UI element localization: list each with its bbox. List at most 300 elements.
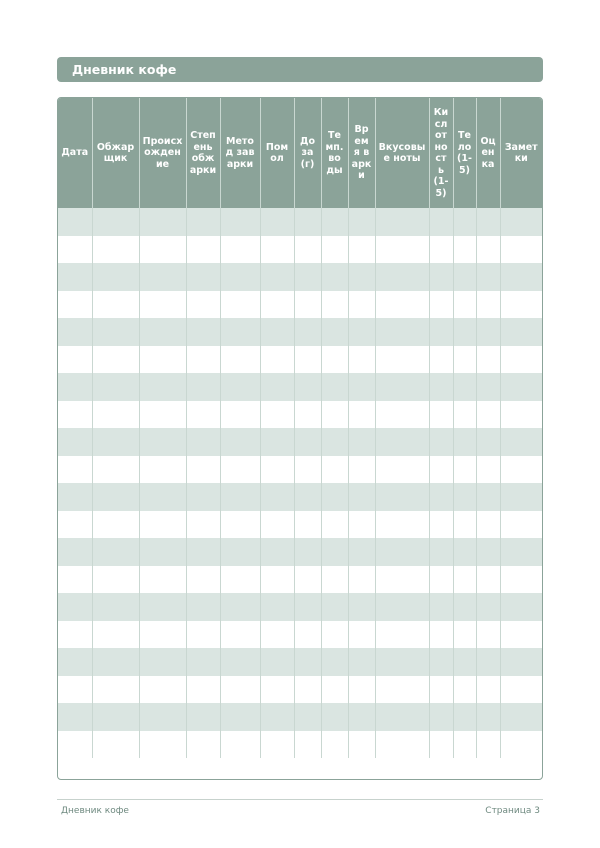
table-cell[interactable] <box>186 291 220 319</box>
table-cell[interactable] <box>453 346 476 374</box>
table-cell[interactable] <box>375 483 429 511</box>
table-cell[interactable] <box>260 648 294 676</box>
table-cell[interactable] <box>375 236 429 264</box>
column-header-brew-method: Метод заварки <box>220 98 260 208</box>
table-cell[interactable] <box>260 373 294 401</box>
table-cell[interactable] <box>186 236 220 264</box>
table-cell[interactable] <box>260 621 294 649</box>
table-cell[interactable] <box>348 236 375 264</box>
table-cell[interactable] <box>429 456 453 484</box>
table-cell[interactable] <box>476 263 500 291</box>
table-cell[interactable] <box>500 731 542 759</box>
table-cell[interactable] <box>375 456 429 484</box>
table-cell[interactable] <box>294 401 321 429</box>
table-cell[interactable] <box>220 263 260 291</box>
table-cell[interactable] <box>220 538 260 566</box>
table-cell[interactable] <box>321 593 348 621</box>
table-cell[interactable] <box>92 346 139 374</box>
table-cell[interactable] <box>375 428 429 456</box>
table-cell[interactable] <box>92 676 139 704</box>
table-cell[interactable] <box>500 566 542 594</box>
table-cell[interactable] <box>321 346 348 374</box>
table-cell[interactable] <box>429 648 453 676</box>
table-cell[interactable] <box>321 456 348 484</box>
table-cell[interactable] <box>500 593 542 621</box>
table-cell[interactable] <box>453 621 476 649</box>
table-cell[interactable] <box>375 676 429 704</box>
table-cell[interactable] <box>348 456 375 484</box>
table-cell[interactable] <box>294 373 321 401</box>
table-cell[interactable] <box>58 373 92 401</box>
table-cell[interactable] <box>429 263 453 291</box>
table-cell[interactable] <box>220 291 260 319</box>
table-cell[interactable] <box>453 456 476 484</box>
table-cell[interactable] <box>429 428 453 456</box>
table-cell[interactable] <box>476 648 500 676</box>
table-row <box>58 318 542 346</box>
table-cell[interactable] <box>453 538 476 566</box>
table-cell[interactable] <box>500 373 542 401</box>
table-cell[interactable] <box>92 401 139 429</box>
table-cell[interactable] <box>294 428 321 456</box>
table-cell[interactable] <box>429 703 453 731</box>
table-cell[interactable] <box>92 703 139 731</box>
table-cell[interactable] <box>348 263 375 291</box>
table-cell[interactable] <box>186 566 220 594</box>
table-cell[interactable] <box>348 566 375 594</box>
table-cell[interactable] <box>500 456 542 484</box>
table-cell[interactable] <box>260 676 294 704</box>
table-cell[interactable] <box>186 703 220 731</box>
table-row <box>58 456 542 484</box>
table-cell[interactable] <box>321 538 348 566</box>
column-header-body: Тело (1-5) <box>453 98 476 208</box>
table-cell[interactable] <box>294 318 321 346</box>
table-cell[interactable] <box>139 208 186 236</box>
table-row <box>58 511 542 539</box>
table-cell[interactable] <box>58 511 92 539</box>
table-cell[interactable] <box>321 731 348 759</box>
table-cell[interactable] <box>186 428 220 456</box>
table-cell[interactable] <box>476 456 500 484</box>
table-cell[interactable] <box>453 428 476 456</box>
table-cell[interactable] <box>500 263 542 291</box>
table-cell[interactable] <box>186 456 220 484</box>
table-cell[interactable] <box>453 291 476 319</box>
table-cell[interactable] <box>92 731 139 759</box>
table-cell[interactable] <box>139 428 186 456</box>
table-cell[interactable] <box>429 208 453 236</box>
table-cell[interactable] <box>294 263 321 291</box>
table-cell[interactable] <box>476 538 500 566</box>
table-cell[interactable] <box>321 483 348 511</box>
table-cell[interactable] <box>429 346 453 374</box>
table-cell[interactable] <box>186 648 220 676</box>
table-cell[interactable] <box>375 291 429 319</box>
table-cell[interactable] <box>220 703 260 731</box>
table-cell[interactable] <box>139 401 186 429</box>
table-cell[interactable] <box>92 428 139 456</box>
coffee-log-table <box>57 97 543 780</box>
table-cell[interactable] <box>375 511 429 539</box>
table-cell[interactable] <box>294 621 321 649</box>
table-cell[interactable] <box>260 731 294 759</box>
table-cell[interactable] <box>453 318 476 346</box>
table-cell[interactable] <box>58 236 92 264</box>
table-cell[interactable] <box>500 538 542 566</box>
table-cell[interactable] <box>92 373 139 401</box>
column-header-grind: Помол <box>260 98 294 208</box>
table-cell[interactable] <box>321 236 348 264</box>
table-cell[interactable] <box>321 291 348 319</box>
table-cell[interactable] <box>92 318 139 346</box>
table-row <box>58 676 542 704</box>
table-cell[interactable] <box>92 456 139 484</box>
table-cell[interactable] <box>92 538 139 566</box>
table-cell[interactable] <box>321 263 348 291</box>
table-cell[interactable] <box>375 703 429 731</box>
table-cell[interactable] <box>476 346 500 374</box>
table-cell[interactable] <box>220 676 260 704</box>
table-cell[interactable] <box>453 676 476 704</box>
table-cell[interactable] <box>348 538 375 566</box>
table-cell[interactable] <box>260 511 294 539</box>
table-cell[interactable] <box>58 428 92 456</box>
table-cell[interactable] <box>294 566 321 594</box>
table-cell[interactable] <box>294 703 321 731</box>
table-cell[interactable] <box>92 236 139 264</box>
table-cell[interactable] <box>476 401 500 429</box>
table-cell[interactable] <box>58 318 92 346</box>
table-cell[interactable] <box>260 593 294 621</box>
table-cell[interactable] <box>500 401 542 429</box>
table-cell[interactable] <box>139 621 186 649</box>
table-cell[interactable] <box>139 511 186 539</box>
table-cell[interactable] <box>321 511 348 539</box>
table-cell[interactable] <box>220 346 260 374</box>
table-cell[interactable] <box>186 401 220 429</box>
table-cell[interactable] <box>58 731 92 759</box>
table-cell[interactable] <box>220 236 260 264</box>
table-cell[interactable] <box>453 236 476 264</box>
table-cell[interactable] <box>453 648 476 676</box>
table-cell[interactable] <box>500 291 542 319</box>
column-header-notes: Заметки <box>500 98 542 208</box>
page-title-bar <box>57 57 543 82</box>
table-cell[interactable] <box>348 621 375 649</box>
table-cell[interactable] <box>220 621 260 649</box>
table-cell[interactable] <box>260 346 294 374</box>
table-cell[interactable] <box>294 593 321 621</box>
table-cell[interactable] <box>321 703 348 731</box>
table-row <box>58 346 542 374</box>
table-cell[interactable] <box>476 373 500 401</box>
table-cell[interactable] <box>294 208 321 236</box>
table-cell[interactable] <box>321 401 348 429</box>
page-number: Страница 3 <box>485 806 540 816</box>
table-cell[interactable] <box>453 373 476 401</box>
table-cell[interactable] <box>186 538 220 566</box>
table-cell[interactable] <box>476 703 500 731</box>
table-cell[interactable] <box>58 483 92 511</box>
table-cell[interactable] <box>429 621 453 649</box>
table-cell[interactable] <box>453 208 476 236</box>
table-cell[interactable] <box>453 566 476 594</box>
table-cell[interactable] <box>260 291 294 319</box>
table-cell[interactable] <box>139 318 186 346</box>
table-cell[interactable] <box>139 346 186 374</box>
table-cell[interactable] <box>58 263 92 291</box>
table-cell[interactable] <box>375 318 429 346</box>
table-cell[interactable] <box>476 621 500 649</box>
table-cell[interactable] <box>476 208 500 236</box>
table-cell[interactable] <box>92 291 139 319</box>
table-cell[interactable] <box>375 731 429 759</box>
table-cell[interactable] <box>321 676 348 704</box>
table-cell[interactable] <box>186 483 220 511</box>
table-cell[interactable] <box>500 648 542 676</box>
table-cell[interactable] <box>139 731 186 759</box>
table-cell[interactable] <box>294 456 321 484</box>
table-cell[interactable] <box>220 318 260 346</box>
table-cell[interactable] <box>375 621 429 649</box>
table-cell[interactable] <box>139 566 186 594</box>
table-cell[interactable] <box>348 346 375 374</box>
table-cell[interactable] <box>375 346 429 374</box>
table-cell[interactable] <box>186 318 220 346</box>
table-cell[interactable] <box>294 538 321 566</box>
table-cell[interactable] <box>321 318 348 346</box>
table-cell[interactable] <box>58 538 92 566</box>
table-cell[interactable] <box>500 208 542 236</box>
table-cell[interactable] <box>220 428 260 456</box>
table-cell[interactable] <box>500 676 542 704</box>
table-cell[interactable] <box>139 456 186 484</box>
table-cell[interactable] <box>375 263 429 291</box>
table-cell[interactable] <box>476 318 500 346</box>
column-header-acidity: Кислотность (1-5) <box>429 98 453 208</box>
table-cell[interactable] <box>294 511 321 539</box>
table-cell[interactable] <box>429 401 453 429</box>
table-cell[interactable] <box>348 731 375 759</box>
table-cell[interactable] <box>348 593 375 621</box>
table-cell[interactable] <box>429 538 453 566</box>
table-cell[interactable] <box>375 373 429 401</box>
table-cell[interactable] <box>260 428 294 456</box>
table-cell[interactable] <box>139 648 186 676</box>
table-cell[interactable] <box>348 676 375 704</box>
table-cell[interactable] <box>92 621 139 649</box>
table-cell[interactable] <box>500 483 542 511</box>
table-cell[interactable] <box>294 483 321 511</box>
table-cell[interactable] <box>476 291 500 319</box>
table-cell[interactable] <box>220 373 260 401</box>
table-cell[interactable] <box>220 566 260 594</box>
table-cell[interactable] <box>348 483 375 511</box>
table-cell[interactable] <box>260 566 294 594</box>
table-cell[interactable] <box>220 208 260 236</box>
table-cell[interactable] <box>429 236 453 264</box>
table-cell[interactable] <box>58 566 92 594</box>
table-cell[interactable] <box>260 318 294 346</box>
table-cell[interactable] <box>186 731 220 759</box>
table-cell[interactable] <box>186 621 220 649</box>
table-cell[interactable] <box>294 676 321 704</box>
table-cell[interactable] <box>429 291 453 319</box>
table-cell[interactable] <box>476 428 500 456</box>
table-cell[interactable] <box>500 236 542 264</box>
table-cell[interactable] <box>260 483 294 511</box>
table-cell[interactable] <box>453 401 476 429</box>
table-cell[interactable] <box>58 456 92 484</box>
table-cell[interactable] <box>348 208 375 236</box>
table-cell[interactable] <box>139 373 186 401</box>
table-cell[interactable] <box>139 593 186 621</box>
table-cell[interactable] <box>348 318 375 346</box>
table-cell[interactable] <box>348 291 375 319</box>
table-cell[interactable] <box>294 346 321 374</box>
table-cell[interactable] <box>92 263 139 291</box>
table-cell[interactable] <box>500 621 542 649</box>
table-cell[interactable] <box>375 538 429 566</box>
table-cell[interactable] <box>476 593 500 621</box>
table-cell[interactable] <box>260 236 294 264</box>
table-cell[interactable] <box>139 703 186 731</box>
table-cell[interactable] <box>321 621 348 649</box>
table-cell[interactable] <box>92 648 139 676</box>
table-cell[interactable] <box>220 483 260 511</box>
table-cell[interactable] <box>429 593 453 621</box>
table-cell[interactable] <box>186 676 220 704</box>
table-cell[interactable] <box>375 593 429 621</box>
table-cell[interactable] <box>429 483 453 511</box>
table-cell[interactable] <box>186 208 220 236</box>
table-cell[interactable] <box>321 373 348 401</box>
table-cell[interactable] <box>220 511 260 539</box>
table-cell[interactable] <box>186 346 220 374</box>
table-cell[interactable] <box>186 593 220 621</box>
table-cell[interactable] <box>58 648 92 676</box>
table-cell[interactable] <box>348 373 375 401</box>
table-cell[interactable] <box>220 731 260 759</box>
table-cell[interactable] <box>139 291 186 319</box>
table-row <box>58 538 542 566</box>
table-cell[interactable] <box>139 483 186 511</box>
table-cell[interactable] <box>92 593 139 621</box>
table-cell[interactable] <box>429 731 453 759</box>
table-cell[interactable] <box>476 236 500 264</box>
table-cell[interactable] <box>348 401 375 429</box>
table-cell[interactable] <box>321 566 348 594</box>
table-cell[interactable] <box>476 483 500 511</box>
table-cell[interactable] <box>294 236 321 264</box>
table-cell[interactable] <box>375 566 429 594</box>
table-cell[interactable] <box>375 208 429 236</box>
table-cell[interactable] <box>429 373 453 401</box>
column-header-brew-time: Время варки <box>348 98 375 208</box>
table-cell[interactable] <box>500 318 542 346</box>
table-cell[interactable] <box>476 676 500 704</box>
table-cell[interactable] <box>220 401 260 429</box>
table-cell[interactable] <box>294 291 321 319</box>
table-cell[interactable] <box>186 373 220 401</box>
table-cell[interactable] <box>260 703 294 731</box>
table-cell[interactable] <box>260 401 294 429</box>
table-cell[interactable] <box>321 208 348 236</box>
table-row <box>58 208 542 236</box>
table-cell[interactable] <box>58 593 92 621</box>
table-cell[interactable] <box>348 703 375 731</box>
table-cell[interactable] <box>453 483 476 511</box>
table-cell[interactable] <box>453 703 476 731</box>
table-cell[interactable] <box>58 676 92 704</box>
table-cell[interactable] <box>220 648 260 676</box>
table-cell[interactable] <box>186 263 220 291</box>
table-cell[interactable] <box>58 621 92 649</box>
table-row <box>58 483 542 511</box>
table-cell[interactable] <box>476 511 500 539</box>
table-cell[interactable] <box>294 648 321 676</box>
table-cell[interactable] <box>348 648 375 676</box>
table-cell[interactable] <box>500 428 542 456</box>
table-cell[interactable] <box>260 538 294 566</box>
table-cell[interactable] <box>429 318 453 346</box>
table-cell[interactable] <box>429 511 453 539</box>
table-cell[interactable] <box>500 346 542 374</box>
table-cell[interactable] <box>139 538 186 566</box>
table-cell[interactable] <box>453 511 476 539</box>
table-cell[interactable] <box>58 346 92 374</box>
table-cell[interactable] <box>92 483 139 511</box>
table-cell[interactable] <box>58 703 92 731</box>
table-cell[interactable] <box>375 648 429 676</box>
table-cell[interactable] <box>321 648 348 676</box>
table-cell[interactable] <box>476 566 500 594</box>
table-row <box>58 236 542 264</box>
table-cell[interactable] <box>375 401 429 429</box>
table-cell[interactable] <box>92 208 139 236</box>
column-header-flavor-notes: Вкусовые ноты <box>375 98 429 208</box>
table-cell[interactable] <box>321 428 348 456</box>
table-cell[interactable] <box>260 208 294 236</box>
table-cell[interactable] <box>58 208 92 236</box>
table-cell[interactable] <box>453 263 476 291</box>
table-cell[interactable] <box>476 731 500 759</box>
table-row <box>58 621 542 649</box>
table-cell[interactable] <box>92 511 139 539</box>
table-cell[interactable] <box>139 236 186 264</box>
table-cell[interactable] <box>220 456 260 484</box>
table-cell[interactable] <box>139 263 186 291</box>
table-cell[interactable] <box>58 291 92 319</box>
table-cell[interactable] <box>348 511 375 539</box>
table-cell[interactable] <box>92 566 139 594</box>
table-cell[interactable] <box>260 456 294 484</box>
table-cell[interactable] <box>58 401 92 429</box>
table-cell[interactable] <box>500 703 542 731</box>
table-cell[interactable] <box>139 676 186 704</box>
table-cell[interactable] <box>429 676 453 704</box>
table-cell[interactable] <box>294 731 321 759</box>
table-cell[interactable] <box>260 263 294 291</box>
table-cell[interactable] <box>429 566 453 594</box>
table-cell[interactable] <box>348 428 375 456</box>
table-cell[interactable] <box>500 511 542 539</box>
table-cell[interactable] <box>220 593 260 621</box>
table-cell[interactable] <box>453 593 476 621</box>
table-cell[interactable] <box>453 731 476 759</box>
table-cell[interactable] <box>186 511 220 539</box>
